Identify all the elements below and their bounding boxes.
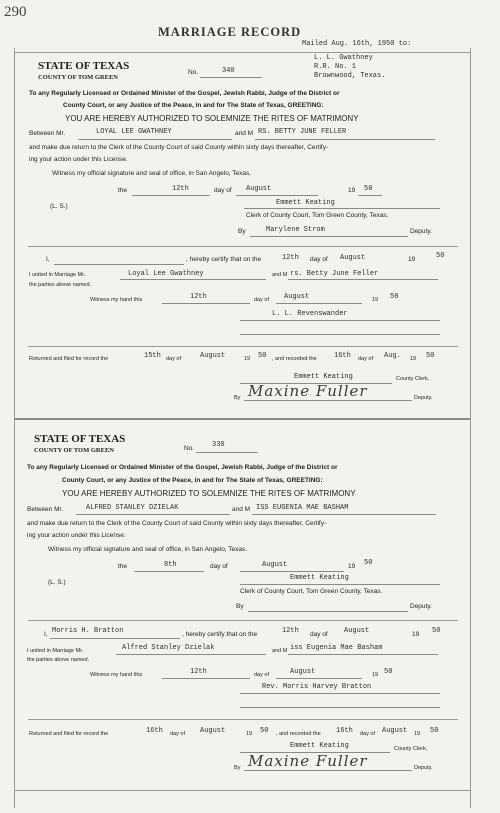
rec-month: Aug.	[384, 352, 401, 360]
issue-month: August	[246, 185, 272, 193]
between-label: Between Mr.	[29, 130, 66, 137]
hand-day: 12th	[190, 293, 207, 301]
bride-name-2: ISS EUGENIA MAE BASHAM	[256, 504, 349, 512]
witness-line: Witness my official signature and seal of office, in San Angelo, Texas.	[52, 170, 252, 177]
rec-deputy-label: Deputy.	[414, 395, 433, 401]
right-rule	[470, 48, 471, 808]
issue-day-2: 8th	[164, 561, 177, 569]
hand-day-line	[162, 303, 250, 304]
cert-nineteen-2: 19	[412, 631, 420, 638]
no-label-2: No.	[184, 445, 195, 452]
hereby-label-2: , hereby certify that on the	[182, 631, 258, 638]
united-groom-2: Alfred Stanley Dzielak	[122, 644, 215, 652]
groom-line-2	[76, 514, 230, 515]
mail-address-3: Brownwood, Texas.	[314, 72, 386, 80]
bride-line	[255, 139, 435, 140]
ret-nineteen: 19	[244, 356, 251, 362]
deputy-line-2	[248, 611, 408, 612]
officiant-line-2	[240, 334, 440, 335]
united-bride: rs. Betty June Feller	[290, 270, 379, 278]
rec-day-of: day of	[358, 356, 373, 362]
divider-3	[14, 418, 470, 420]
issue-year: 50	[364, 185, 373, 193]
greeting-line-2: County Court, or any Justice of the Peace, in and for The State of Texas, GREETING:	[63, 102, 324, 109]
hand-day-line-2	[162, 678, 250, 679]
bottom-rule	[14, 790, 470, 791]
month-line	[236, 195, 318, 196]
signature-2: Maxine Fuller	[248, 752, 368, 770]
clerk-of-label: Clerk of County Court, Tom Green County, Texas.	[246, 212, 389, 219]
groom-name: LOYAL LEE GWATHNEY	[96, 128, 172, 136]
witness-hand-label: Witness my hand this	[90, 297, 143, 303]
mailed-note: Mailed Aug. 16th, 1950 to:	[302, 40, 412, 48]
license-number: 340	[222, 67, 235, 75]
signature-1: Maxine Fuller	[248, 382, 368, 400]
divider-1	[28, 246, 458, 247]
hand-month: August	[284, 293, 310, 301]
left-rule	[14, 48, 15, 808]
recorded-label-2: , and recorded the	[276, 731, 321, 737]
united-groom-line	[120, 279, 266, 280]
officiant-line	[240, 320, 440, 321]
authorized-line: YOU ARE HEREBY AUTHORIZED TO SOLEMNIZE THE RITES OF MATRIMONY	[65, 114, 359, 123]
divider-2	[28, 346, 458, 347]
ret-year-2: 50	[260, 727, 269, 735]
ret-day-2: 16th	[146, 727, 163, 735]
hand-year: 50	[390, 293, 399, 301]
day-line-2	[134, 571, 204, 572]
hand-month-2: August	[290, 668, 316, 676]
page-number: 290	[4, 4, 27, 20]
officiant-line-2c	[240, 707, 440, 708]
top-rule	[14, 52, 470, 53]
cert-year: 50	[436, 252, 445, 260]
united-bride-line-2	[288, 654, 438, 655]
between-label-2: Between Mr.	[27, 506, 64, 513]
rec-by-label-2: By	[234, 765, 241, 771]
united-groom-line-2	[116, 654, 266, 655]
rec-day-2: 16th	[336, 727, 353, 735]
county-heading-2: COUNTY OF TOM GREEN	[34, 447, 114, 454]
no-label: No.	[188, 69, 199, 76]
deputy-label-2: Deputy.	[410, 603, 432, 610]
the-label: the	[118, 187, 128, 194]
hand-month-line	[276, 303, 362, 304]
recorded-label: , and recorded the	[272, 356, 317, 362]
make-due-line: and make due return to the Clerk of the County Court of said County within sixty days thereafter, Certify-	[29, 144, 329, 151]
nineteen-label-2: 19	[348, 563, 356, 570]
nineteen-label: 19	[348, 187, 356, 194]
signature-line-1	[244, 400, 412, 401]
ret-nineteen-2: 19	[246, 731, 253, 737]
cert-year-2: 50	[432, 627, 441, 635]
rec-day-of-2: day of	[360, 731, 375, 737]
united-label: I united in Marriage Mr.	[29, 272, 86, 278]
parties-label-2: the parties above named.	[27, 657, 90, 663]
cert-day: 12th	[282, 254, 299, 262]
rec-month-2: August	[382, 727, 408, 735]
cert-day-of-2: day of	[310, 631, 328, 638]
signature-line-2	[244, 770, 412, 771]
greeting-line-1: To any Regularly Licensed or Ordained Minister of the Gospel, Jewish Rabbi, Judge of the District or	[29, 90, 340, 97]
make-due-line-2: and make due return to the Clerk of the County Court of said County within sixty days thereafter, Certify-	[27, 520, 327, 527]
no-line-2	[196, 452, 258, 453]
hand-nineteen: 19	[372, 297, 379, 303]
page-title: MARRIAGE RECORD	[158, 25, 302, 39]
year-line	[358, 195, 382, 196]
state-heading: STATE OF TEXAS	[38, 60, 130, 72]
united-bride-line	[288, 279, 438, 280]
rec-clerk: Emmett Keating	[294, 373, 353, 381]
by-label-2: By	[236, 603, 244, 610]
day-of-label: day of	[214, 187, 232, 194]
rec-year: 50	[426, 352, 435, 360]
officiant-name: L. L. Revenswander	[272, 310, 348, 318]
mail-address-2: R.R. No. 1	[314, 63, 357, 71]
i-label-2: I,	[44, 631, 48, 638]
deputy-line	[250, 236, 408, 237]
witness-line-2: Witness my official signature and seal of office, in San Angelo, Texas.	[48, 546, 248, 553]
county-clerk-label-2: County Clerk,	[394, 746, 428, 752]
united-label-2: I united in Marriage Mr.	[27, 648, 84, 654]
issue-month-2: August	[262, 561, 288, 569]
officiant-title-2: Rev. Morris Harvey Bratton	[262, 683, 372, 691]
hand-nineteen-2: 19	[372, 672, 379, 678]
ret-year: 50	[258, 352, 267, 360]
and-m-label: and M	[235, 130, 254, 137]
groom-line	[78, 139, 232, 140]
county-heading: COUNTY OF TOM GREEN	[38, 74, 118, 81]
united-and-m-2: and M	[272, 648, 288, 654]
divider-5	[28, 719, 458, 720]
rec-year-2: 50	[430, 727, 439, 735]
ret-day: 15th	[144, 352, 161, 360]
greeting-line-2-2: County Court, or any Justice of the Peace, in and for The State of Texas, GREETING:	[62, 477, 323, 484]
day-of-label-2: day of	[210, 563, 228, 570]
parties-label: the parties above named.	[29, 282, 92, 288]
divider-4	[28, 620, 458, 621]
issue-day: 12th	[172, 185, 189, 193]
county-clerk-label: County Clerk,	[396, 376, 430, 382]
clerk-name-2: Emmett Keating	[290, 574, 349, 582]
authorized-line-2: YOU ARE HEREBY AUTHORIZED TO SOLEMNIZE THE RITES OF MATRIMONY	[62, 489, 356, 498]
returned-label: Returned and filed for record the	[29, 356, 109, 362]
hand-day-of: day of	[254, 297, 269, 303]
rec-day: 16th	[334, 352, 351, 360]
ing-line: ing your action under this License.	[29, 156, 128, 163]
groom-name-2: ALFRED STANLEY DZIELAK	[86, 504, 179, 512]
rec-nineteen-2: 19	[414, 731, 421, 737]
hand-month-line-2	[276, 678, 362, 679]
rec-by-label: By	[234, 395, 241, 401]
rec-deputy-label-2: Deputy.	[414, 765, 433, 771]
ret-day-of-2: day of	[170, 731, 185, 737]
state-heading-2: STATE OF TEXAS	[34, 433, 126, 445]
month-line-2	[240, 571, 344, 572]
cert-month: August	[340, 254, 366, 262]
clerk-line	[244, 208, 440, 209]
bride-name: RS. BETTY JUNE FELLER	[258, 128, 347, 136]
cert-month-2: August	[344, 627, 370, 635]
united-groom: Loyal Lee Gwathney	[128, 270, 204, 278]
united-and-m: and M	[272, 272, 288, 278]
mail-address-1: L. L. Gwathney	[314, 54, 373, 62]
hand-day-2: 12th	[190, 668, 207, 676]
license-number-2: 330	[212, 441, 225, 449]
day-line	[132, 195, 210, 196]
i-line-2	[50, 638, 180, 639]
ls-label: (L. S.)	[50, 203, 68, 210]
clerk-name: Emmett Keating	[276, 199, 335, 207]
cert-nineteen: 19	[408, 256, 416, 263]
cert-day-2: 12th	[282, 627, 299, 635]
hereby-label: , hereby certify that on the	[186, 256, 262, 263]
ret-month-2: August	[200, 727, 226, 735]
greeting-line-1-2: To any Regularly Licensed or Ordained Minister of the Gospel, Jewish Rabbi, Judge of the District or	[27, 464, 338, 471]
ret-day-of: day of	[166, 356, 181, 362]
ls-label-2: (L. S.)	[48, 579, 66, 586]
by-label: By	[238, 228, 246, 235]
deputy-name: Marylene Strom	[266, 226, 325, 234]
rec-clerk-2: Emmett Keating	[290, 742, 349, 750]
deputy-label: Deputy.	[410, 228, 432, 235]
ing-line-2: ing your action under this License.	[27, 532, 126, 539]
bride-line-2	[252, 514, 436, 515]
rec-nineteen: 19	[410, 356, 417, 362]
officiant-name-2: Morris H. Bratton	[52, 627, 124, 635]
issue-year-2: 50	[364, 559, 373, 567]
hand-year-2: 50	[384, 668, 393, 676]
officiant-line-2b	[240, 693, 440, 694]
hand-day-of-2: day of	[254, 672, 269, 678]
i-line	[54, 264, 184, 265]
and-m-label-2: and M	[232, 506, 251, 513]
ret-month: August	[200, 352, 226, 360]
returned-label-2: Returned and filed for record the	[29, 731, 109, 737]
no-line	[200, 77, 262, 78]
united-bride-2: iss Eugenia Mae Basham	[290, 644, 383, 652]
cert-day-of: day of	[310, 256, 328, 263]
the-label-2: the	[118, 563, 128, 570]
clerk-of-label-2: Clerk of County Court, Tom Green County, Texas.	[240, 588, 383, 595]
witness-hand-label-2: Witness my hand this	[90, 672, 143, 678]
clerk-line-2	[240, 584, 440, 585]
i-label: I,	[46, 256, 50, 263]
